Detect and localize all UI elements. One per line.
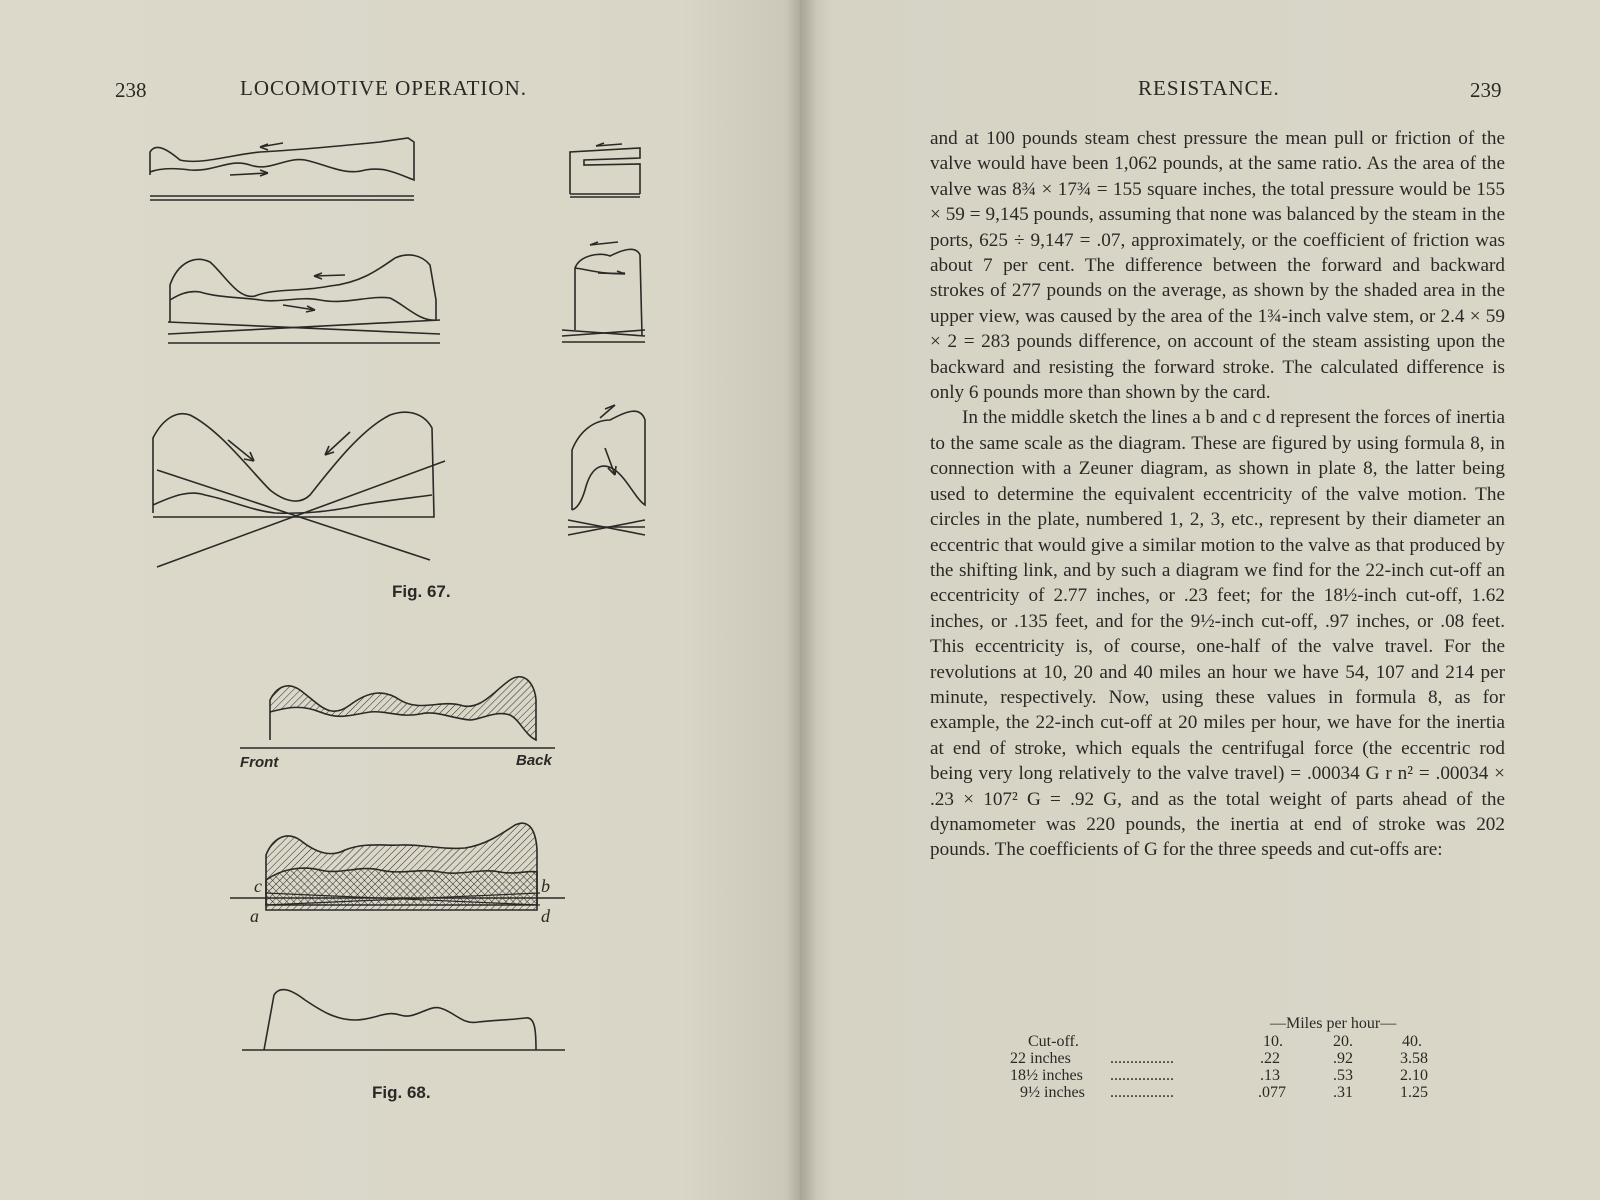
- row-leader: ................: [1110, 1050, 1174, 1067]
- fig67-card-top-right: [570, 143, 640, 197]
- left-page-number: 238: [115, 78, 147, 102]
- fig68-label-back: Back: [516, 752, 552, 769]
- fig68-card-bottom: [242, 990, 565, 1050]
- cell: .13: [1260, 1067, 1280, 1084]
- cell: .31: [1333, 1084, 1353, 1101]
- cell: 3.58: [1400, 1050, 1428, 1067]
- column-header: 20.: [1333, 1033, 1353, 1050]
- paragraph-1: and at 100 pounds steam chest pressure the mean pull or friction of the valve would have been 1,062 pounds, at the same ratio. As the area of the valve was 8¾ × 17¾ = 155 square inches, the total pressure would be 155 × 59 = 9,145 pounds, assuming that none was balanced by the steam in the ports, 625 ÷ 9,147 = .07, approximately, or the coefficient of friction was about 7 per cent. The difference between the forward and backward strokes of 277 pounds on the average, as shown by the shaded area in the upper view, was caused by the area of the 1¾-inch valve stem, or 2.4 × 59 × 2 = 283 pounds difference, on account of the steam assisting upon the backward and resisting the forward stroke. The calculated difference is only 6 pounds more than shown by the card.: [930, 128, 1505, 404]
- cell: 1.25: [1400, 1084, 1428, 1101]
- fig68-card-top: [240, 677, 555, 748]
- fig68-label-a: a: [250, 906, 259, 926]
- fig67-card-middle-left: [168, 255, 440, 343]
- row-leader: ................: [1110, 1067, 1174, 1084]
- fig67-card-bottom-left: [153, 412, 445, 567]
- fig67-card-top-left: [150, 138, 414, 200]
- right-page-number: 239: [1470, 78, 1502, 102]
- fig68-caption: Fig. 68.: [372, 1083, 431, 1102]
- cell: .53: [1333, 1067, 1353, 1084]
- fig68-label-front: Front: [240, 754, 279, 771]
- cell: 2.10: [1400, 1067, 1428, 1084]
- cell: .22: [1260, 1050, 1280, 1067]
- fig68-label-d: d: [541, 906, 550, 926]
- row-label: 22 inches: [1010, 1050, 1071, 1067]
- body-text: [930, 126, 1505, 863]
- cell: .92: [1333, 1050, 1353, 1067]
- left-running-head: LOCOMOTIVE OPERATION.: [240, 76, 527, 100]
- cell: .077: [1258, 1084, 1286, 1101]
- column-header: 40.: [1402, 1033, 1422, 1050]
- fig67-card-middle-right: [562, 242, 645, 342]
- table-group-header: —Miles per hour—: [1270, 1015, 1397, 1032]
- paragraph-2: In the middle sketch the lines a b and c d represent the forces of inertia to the same scale as the diagram. These are figured by using formula 8, in connection with a Zeuner diagram, as shown in plate 8, the latter being used to determine the equivalent eccentricity of the valve motion. The circles in the plate, numbered 1, 2, 3, etc., represent by their diameter an eccentric that would give a similar motion to the valve as that produced by the shifting link, and by such a diagram we find for the 22-inch cut-off an eccentricity of 2.77 inches, or .23 feet; for the 18½-inch cut-off, 1.62 inches, or .135 feet, and for the 9½-inch cut-off, .97 inches, or .08 feet. This eccentricity is, of course, one-half of the valve travel. For the revolutions at 10, 20 and 40 miles an hour we have 54, 107 and 214 per minute, respectively. Now, using these values in formula 8, as for example, the 22-inch cut-off at 20 miles per hour, we have for the inertia at end of stroke, which equals the centrifugal force (the eccentric rod being very long relatively to the valve travel) = .00034 G r n² = .00034 × .23 × 107² G = .92 G, and as the total weight of parts ahead of the dynamometer was 220 pounds, the inertia at end of stroke was 202 pounds. The coefficients of G for the three speeds and cut-offs are:: [930, 407, 1505, 861]
- row-leader: ................: [1110, 1084, 1174, 1101]
- fig67-card-bottom-right: [568, 405, 645, 535]
- row-label: 9½ inches: [1020, 1084, 1085, 1101]
- right-running-head: RESISTANCE.: [1138, 76, 1280, 100]
- fig68-label-b: b: [541, 876, 550, 896]
- row-label: 18½ inches: [1010, 1067, 1083, 1084]
- fig68-label-c: c: [254, 876, 262, 896]
- fig68-card-middle: [230, 823, 565, 910]
- fig67-caption: Fig. 67.: [392, 582, 451, 601]
- column-header: 10.: [1263, 1033, 1283, 1050]
- table-row-header: Cut-off.: [1028, 1033, 1079, 1050]
